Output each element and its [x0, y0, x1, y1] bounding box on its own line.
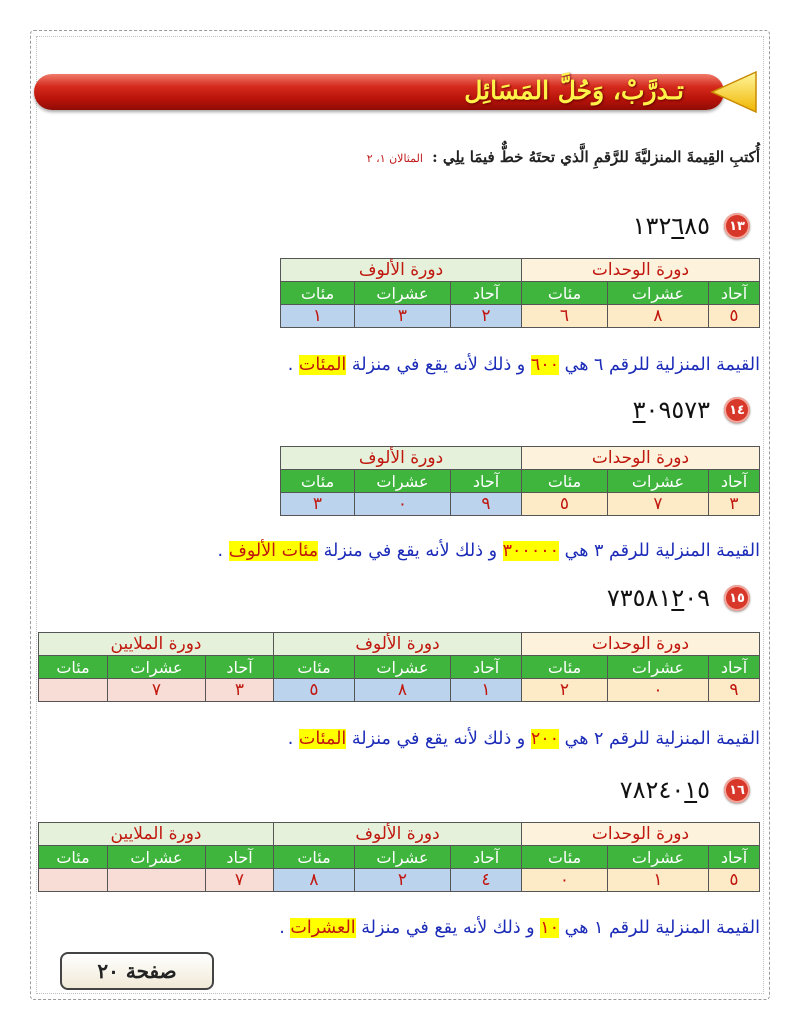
col-ones: آحاد: [206, 846, 274, 869]
problem-13-number: [633, 212, 750, 240]
col-ones: آحاد: [709, 470, 760, 493]
answer-place: المئات: [298, 729, 347, 749]
col-ones: آحاد: [451, 282, 522, 305]
cell: ٥: [709, 869, 760, 892]
cell: ٠: [522, 869, 608, 892]
col-tens: عشرات: [355, 282, 451, 305]
problem-badge: ١٤: [724, 397, 750, 423]
col-tens: عشرات: [355, 656, 451, 679]
cell: ٢: [522, 679, 608, 702]
cell: [39, 679, 108, 702]
col-hundreds: مئات: [274, 656, 355, 679]
examples-ref: المثالان ١، ٢: [366, 152, 423, 165]
instruction: [367, 148, 760, 166]
cell: ٨: [355, 679, 451, 702]
col-ones: آحاد: [451, 656, 522, 679]
col-hundreds: مئات: [39, 656, 108, 679]
col-hundreds: مئات: [522, 656, 608, 679]
col-tens: عشرات: [608, 282, 709, 305]
problem-14-number: [633, 396, 750, 424]
problem-15-number: [607, 584, 750, 612]
cell: ٢: [451, 305, 522, 328]
cell: ٧: [608, 493, 709, 516]
col-hundreds: مئات: [522, 846, 608, 869]
page-number-tab: صفحة ٢٠: [60, 952, 214, 990]
col-ones: آحاد: [709, 656, 760, 679]
units-period-header: دورة الوحدات: [522, 823, 760, 846]
col-hundreds: مئات: [522, 470, 608, 493]
units-period-header: دورة الوحدات: [522, 447, 760, 470]
problem-number: ١٣٢٦٨٥: [632, 212, 710, 240]
units-period-header: دورة الوحدات: [522, 259, 760, 282]
cell: ٩: [709, 679, 760, 702]
col-ones: آحاد: [451, 846, 522, 869]
section-banner: [34, 70, 764, 114]
col-ones: آحاد: [709, 282, 760, 305]
underlined-digit: ٣: [632, 396, 646, 424]
place-value-table-16: [38, 822, 760, 892]
answer-value: ٦٠٠: [530, 355, 560, 375]
place-value-table-13: [280, 258, 760, 328]
arrow-icon: [704, 70, 764, 114]
cell: ١: [281, 305, 355, 328]
answer-13: القيمة المنزلية للرقم ٦ هي ٦٠٠ و ذلك لأنه يقع في منزلة المئات .: [287, 355, 760, 375]
answer-place: المئات: [298, 355, 347, 375]
col-hundreds: مئات: [281, 470, 355, 493]
cell: ٤: [451, 869, 522, 892]
answer-value: ٣٠٠٠٠٠: [502, 541, 560, 561]
col-tens: عشرات: [608, 846, 709, 869]
cell: ٥: [274, 679, 355, 702]
thousands-period-header: دورة الألوف: [274, 633, 522, 656]
cell: ٧: [206, 869, 274, 892]
col-tens: عشرات: [608, 470, 709, 493]
thousands-period-header: دورة الألوف: [281, 259, 522, 282]
problem-16-number: [620, 776, 750, 804]
cell: ٨: [608, 305, 709, 328]
cell: ٨: [274, 869, 355, 892]
col-hundreds: مئات: [39, 846, 108, 869]
answer-value: ١٠: [540, 918, 560, 938]
col-ones: آحاد: [206, 656, 274, 679]
cell: ٠: [608, 679, 709, 702]
col-hundreds: مئات: [522, 282, 608, 305]
units-period-header: دورة الوحدات: [522, 633, 760, 656]
thousands-period-header: دورة الألوف: [281, 447, 522, 470]
answer-16: القيمة المنزلية للرقم ١ هي ١٠ و ذلك لأنه يقع في منزلة العشرات .: [279, 918, 760, 938]
problem-number: ٧٣٥٨١٢٠٩: [606, 584, 710, 612]
banner-title: تـدرَّبْ، وَحُلَّ المَسَائِل: [464, 76, 684, 105]
underlined-digit: ١: [684, 776, 698, 804]
problem-number: ٣٠٩٥٧٣: [632, 396, 710, 424]
answer-place: مئات الألوف: [228, 541, 319, 561]
cell: [108, 869, 206, 892]
millions-period-header: دورة الملايين: [39, 633, 274, 656]
cell: ٥: [522, 493, 608, 516]
cell: ٣: [355, 305, 451, 328]
cell: ٥: [709, 305, 760, 328]
underlined-digit: ٢: [671, 584, 685, 612]
col-hundreds: مئات: [281, 282, 355, 305]
col-tens: عشرات: [355, 846, 451, 869]
col-tens: عشرات: [608, 656, 709, 679]
col-tens: عشرات: [108, 846, 206, 869]
answer-value: ٢٠٠: [530, 729, 560, 749]
cell: ٣: [709, 493, 760, 516]
place-value-table-15: [38, 632, 760, 702]
answer-15: القيمة المنزلية للرقم ٢ هي ٢٠٠ و ذلك لأنه يقع في منزلة المئات .: [287, 729, 760, 749]
col-hundreds: مئات: [274, 846, 355, 869]
problem-badge: ١٣: [724, 213, 750, 239]
cell: ٩: [451, 493, 522, 516]
cell: ٦: [522, 305, 608, 328]
place-value-table-14: [280, 446, 760, 516]
col-tens: عشرات: [108, 656, 206, 679]
problem-number: ٧٨٢٤٠١٥: [619, 776, 710, 804]
cell: ٠: [355, 493, 451, 516]
col-tens: عشرات: [355, 470, 451, 493]
answer-14: القيمة المنزلية للرقم ٣ هي ٣٠٠٠٠٠ و ذلك لأنه يقع في منزلة مئات الألوف .: [217, 541, 760, 561]
answer-place: العشرات: [290, 918, 356, 938]
cell: ٧: [108, 679, 206, 702]
col-ones: آحاد: [451, 470, 522, 493]
cell: ٣: [206, 679, 274, 702]
cell: ٢: [355, 869, 451, 892]
cell: [39, 869, 108, 892]
thousands-period-header: دورة الألوف: [274, 823, 522, 846]
underlined-digit: ٦: [671, 212, 685, 240]
cell: ٣: [281, 493, 355, 516]
problem-badge: ١٦: [724, 777, 750, 803]
col-ones: آحاد: [709, 846, 760, 869]
cell: ١: [451, 679, 522, 702]
instruction-text: أُكتبِ القِيمةَ المنزليَّةَ للرَّقمِ الَّذي تحتَهُ خطٌّ فيمَا يلِي :: [432, 148, 760, 166]
cell: ١: [608, 869, 709, 892]
millions-period-header: دورة الملايين: [39, 823, 274, 846]
problem-badge: ١٥: [724, 585, 750, 611]
